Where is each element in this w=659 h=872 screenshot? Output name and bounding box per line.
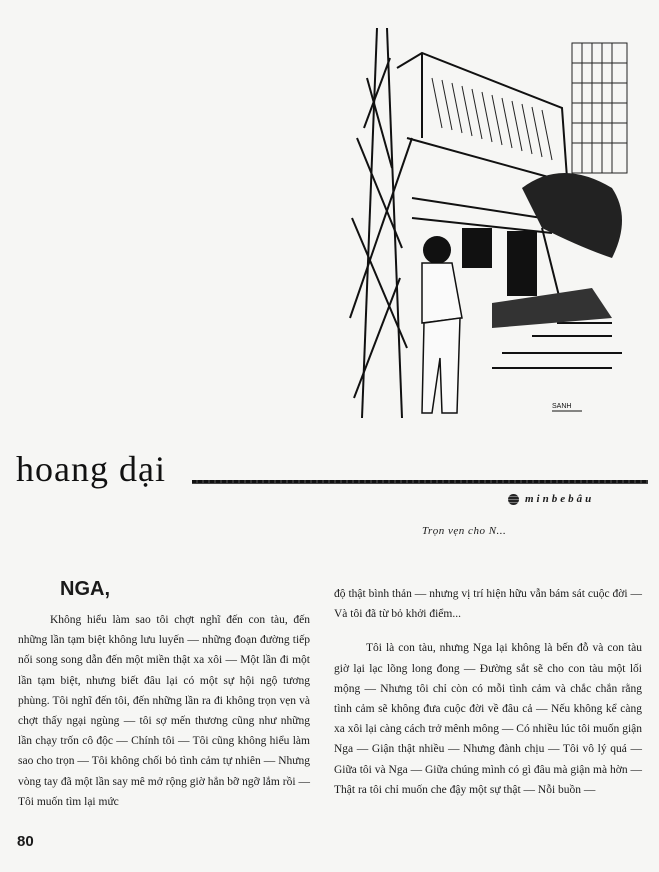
author-byline [508,493,594,505]
dedication: Trọn vẹn cho N... [422,525,507,537]
bullet-icon [508,494,519,505]
right-column [334,584,642,800]
title-underline [192,480,648,484]
sketch-house-icon [342,18,642,428]
paragraph: Tôi là con tàu, nhưng Nga lại không là bến đỗ và con tàu giờ lại lạc lõng long đong — Đường sắt sẽ cho con tàu một lối mộng — Nhưng tôi chỉ còn có mỗi tình cảm và chắc chắn rằng tình cảm sẽ không đưa cuộc đời về đâu cả — Nếu không kể càng xa xôi lại càng cách trở mênh mông — Có nhiều lúc tôi muốn giận Nga — Giận thật nhiều — Nhưng đành chịu — Tôi vô lý quá — Giữa tôi và Nga — Giữa chúng mình có gì đâu mà giận mà hờn — Thật ra tôi chỉ muốn che đậy một sự thật — Nỗi buồn — [334,642,642,796]
paragraph: độ thật bình thản — nhưng vị trí hiện hữu vẫn bám sát cuộc đời — Và tôi đã từ bỏ khởi điểm... [334,588,642,621]
svg-text:SANH: SANH [552,403,572,410]
left-column [18,610,310,812]
article-illustration [342,18,642,428]
salutation: NGA, [60,578,110,600]
page-number: 80 [17,833,34,850]
paragraph: Không hiểu làm sao tôi chợt nghĩ đến con tàu, đến những lần tạm biệt không lưu luyến — những đoạn đường tiếp nối song song dẫn đến một miền thật xa xôi — Một lần đi một lần tạm biệt, nhưng biết đâu lại có một sự hội ngộ tương phùng. Tôi nghĩ đến tôi, đến những lần ra đi không trọn vẹn và chợt thấy ngại ngùng — tôi sợ mến thương cũng như những lần chạy trốn cô độc — Chính tôi — Tôi cũng không hiểu làm sao cho trọn — Tôi không chối bỏ tình cảm tự nhiên — Nhưng vòng tay đã một lần say mê mở rộng giờ hẳn bỡ ngỡ lắm rồi — Tôi muốn tìm lại mức [18,614,310,808]
author-name: minbebâu [525,493,595,505]
article-title: hoang dại [16,449,166,489]
